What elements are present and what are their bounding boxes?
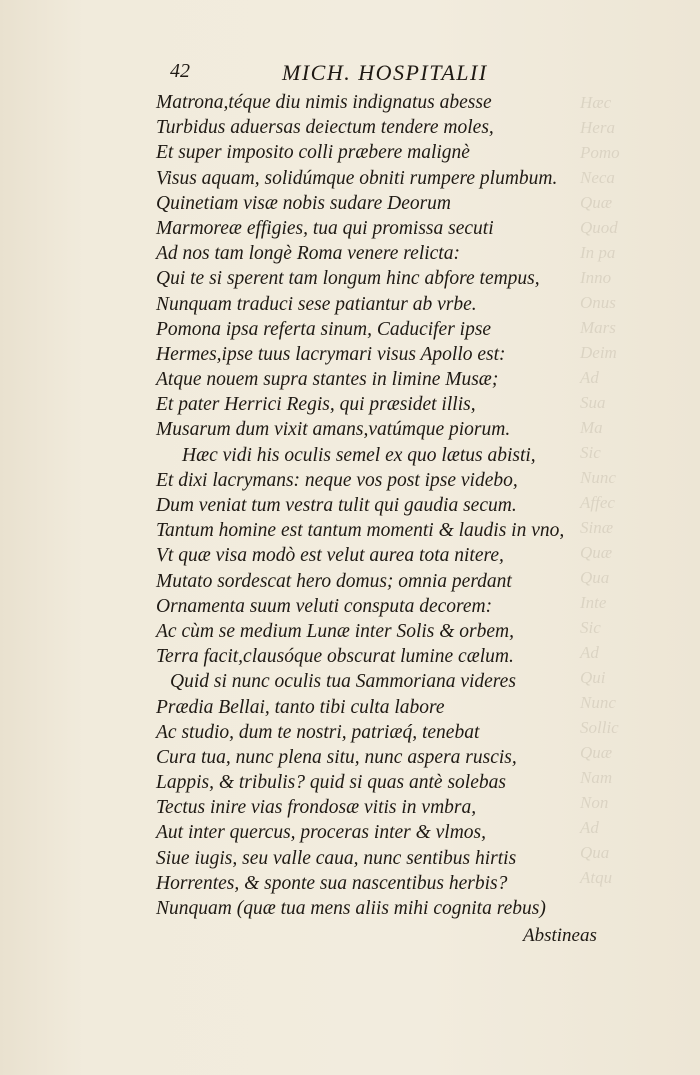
verse-line: Quinetiam visæ nobis sudare Deorum <box>156 192 452 214</box>
verse-line: Cura tua, nunc plena situ, nunc aspera ruscis, <box>156 746 517 768</box>
bleed-through-text: Hæc Hera Pomo Neca Quæ Quod In pa Inno Onus Mars Deim Ad Sua Ma Sic Nunc Affec Sinæ Quæ Qua Inte Sic Ad Qui Nunc Sollic Quæ Nam Non Ad Qua Atqu <box>580 93 620 887</box>
verse-line: Turbidus aduersas deiectum tendere moles, <box>156 117 494 139</box>
verse-line: Siue iugis, seu valle caua, nunc sentibus hirtis <box>156 847 517 869</box>
verse-line: Horrentes, & sponte sua nascentibus herbis? <box>156 872 508 894</box>
verse-line: Nunquam traduci sese patiantur ab vrbe. <box>156 293 477 315</box>
verse-line: Marmoreæ effigies, tua qui promissa secuti <box>156 217 494 239</box>
page-header <box>170 60 550 90</box>
verse-line: Matrona,téque diu nimis indignatus abesse <box>156 92 492 113</box>
verse-line: Et super imposito colli præbere malignè <box>156 142 470 164</box>
catchword: Abstineas <box>523 925 597 946</box>
verse-line: Aut inter quercus, proceras inter & vlmos, <box>156 822 487 844</box>
verse-line: Atque nouem supra stantes in limine Musæ; <box>156 369 499 391</box>
verse-line: Vt quæ visa modò est velut aurea tota nitere, <box>156 545 504 567</box>
verse-line: Mutato sordescat hero domus; omnia perdant <box>156 570 512 592</box>
verse-line: Terra facit,clausóque obscurat lumine cælum. <box>156 646 514 668</box>
verse-line: Quid si nunc oculis tua Sammoriana videres <box>170 671 516 693</box>
verse-line: Nunquam (quæ tua mens aliis mihi cognita rebus) <box>156 898 546 919</box>
verse-line: Hermes,ipse tuus lacrymari visus Apollo est: <box>156 343 506 365</box>
verse-line: Hæc vidi his oculis semel ex quo lætus abisti, <box>182 444 536 466</box>
verse-line: Ac studio, dum te nostri, patriæq́, tenebat <box>156 721 480 743</box>
verse-line: Visus aquam, solidúmque obniti rumpere plumbum. <box>156 167 558 189</box>
verse-line: Qui te si sperent tam longum hinc abfore tempus, <box>156 268 540 290</box>
verse-line: Prædia Bellai, tanto tibi culta labore <box>156 696 445 718</box>
verse-line: Musarum dum vixit amans,vatúmque piorum. <box>156 419 511 441</box>
verse-line: Ornamenta suum veluti consputa decorem: <box>156 595 493 617</box>
poem-text <box>156 90 626 921</box>
running-head: MICH. HOSPITALII <box>282 60 488 85</box>
verse-line: Ac cùm se medium Lunæ inter Solis & orbem, <box>156 620 515 642</box>
verse-line: Ad nos tam longè Roma venere relicta: <box>156 243 460 265</box>
verse-line: Pomona ipsa referta sinum, Caducifer ipse <box>156 318 492 340</box>
page-number: 42 <box>170 60 190 82</box>
verse-line: Dum veniat tum vestra tulit qui gaudia secum. <box>156 495 517 516</box>
verse-line: Et dixi lacrymans: neque vos post ipse videbo, <box>156 469 518 491</box>
verse-line: Lappis, & tribulis? quid si quas antè solebas <box>156 772 506 794</box>
verse-line: Tantum homine est tantum momenti & laudis in vno, <box>156 520 565 542</box>
verse-line: Et pater Herrici Regis, qui præsidet illis, <box>156 394 476 416</box>
verse-line: Tectus inire vias frondosæ vitis in vmbra, <box>156 797 477 819</box>
